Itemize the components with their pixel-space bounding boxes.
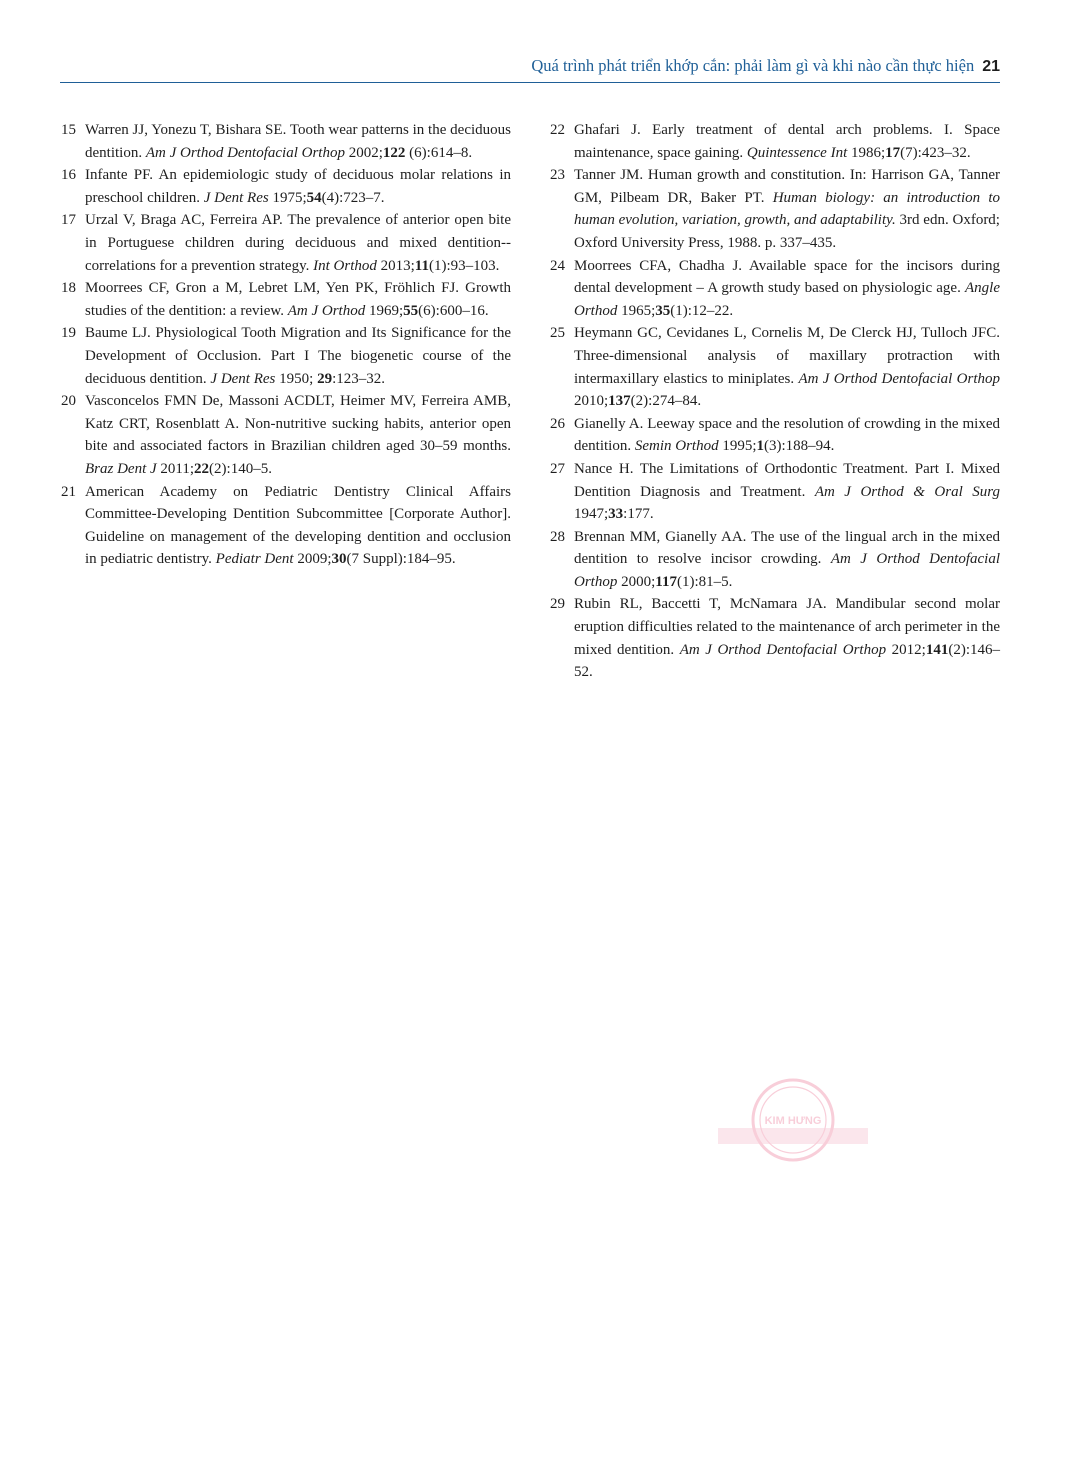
reference-text: 1986; [847,144,886,161]
header-rule [60,82,1000,83]
reference-text: 1947; [574,506,609,523]
reference-text: Urzal V, Braga AC, Ferreira AP. The prevalence of anterior open bite in Portuguese children during deciduous and mixed dentition--correlations for a prevention strategy. [85,212,511,274]
reference-text: 2009; [293,551,332,568]
reference-text: 1969; [365,302,404,319]
reference-number: 25 [550,325,565,342]
volume-number: 54 [306,189,322,206]
reference-text: 1995; [718,438,757,455]
reference-text: 2013; [376,257,415,274]
journal-title: Pediatr Dent [215,551,294,568]
reference-text: Vasconcelos FMN De, Massoni ACDLT, Heimer MV, Ferreira AMB, Katz CRT, Rosenblatt A. Non-nutritive sucking habits, anterior open bite and associated factors in Brazilian children aged 30–59 months. [85,393,511,455]
reference-text: (2):146–52. [574,641,1000,681]
reference-text: (3):188–94. [764,438,835,455]
journal-title: Am J Orthod Dentofacial Orthop [679,641,887,658]
reference-number: 17 [61,212,76,229]
journal-title: J Dent Res [203,189,269,206]
journal-title: Int Orthod [313,257,377,274]
volume-number: 35 [655,302,671,319]
reference-text: Gianelly A. Leeway space and the resolution of crowding in the mixed dentition. [574,415,1000,455]
reference-text: 2002; [344,144,383,161]
page-number: 21 [982,58,1000,75]
reference-text: Infante PF. An epidemiologic study of deciduous molar relations in preschool children. [85,167,511,206]
reference-text: :123–32. [332,370,385,387]
reference-text: Ghafari J. Early treatment of dental arch problems. I. Space maintenance, space gaining. [574,122,1000,161]
reference-text: Moorrees CF, Gron a M, Lebret LM, Yen PK, Fröhlich FJ. Growth studies of the dentition: a review. [85,280,511,319]
reference-number: 15 [61,122,76,138]
journal-title: Am J Orthod Dentofacial Orthop [145,144,345,161]
volume-number: 1 [756,438,764,455]
reference-text: (2):140–5. [209,460,272,477]
volume-number: 55 [403,302,419,319]
reference-18 [61,277,511,322]
reference-text: (6):614–8. [405,144,473,161]
reference-text: Nance H. The Limitations of Orthodontic Treatment. Part I. Mixed Dentition Diagnosis and Treatment. [574,460,1000,500]
reference-text: (1):81–5. [676,573,733,590]
reference-number: 23 [550,167,565,184]
volume-number: 141 [925,641,949,658]
volume-number: 11 [414,257,429,274]
reference-number: 18 [61,280,76,297]
reference-text: (2):274–84. [630,393,702,410]
watermark-ribbon [718,1128,868,1144]
journal-title: Am J Orthod [287,302,366,319]
watermark-text: KIM HƯNG [764,1115,822,1127]
reference-text: (1):12–22. [670,302,734,319]
journal-title: J Dent Res [210,370,276,387]
reference-text: 2011; [156,460,195,477]
journal-title: Am J Orthod & Oral Surg [814,483,1000,500]
reference-21 [61,481,511,571]
reference-29 [550,593,1000,683]
reference-number: 28 [550,528,565,545]
reference-17 [61,209,511,277]
references-left-column [61,119,511,571]
reference-text: Brennan MM, Gianelly AA. The use of the lingual arch in the mixed dentition to resolve incisor crowding. [574,528,1000,568]
reference-text: (7):423–32. [900,144,971,161]
reference-text: Warren JJ, Yonezu T, Bishara SE. Tooth wear patterns in the deciduous dentition. [85,122,511,161]
volume-number: 122 [382,144,406,161]
volume-number: 33 [608,506,624,523]
volume-number: 137 [608,393,631,410]
reference-text: (7 Suppl):184–95. [346,551,456,568]
reference-text: 1965; [617,302,656,319]
volume-number: 22 [194,460,210,477]
reference-15 [61,119,511,164]
running-title: Quá trình phát triển khớp cắn: phải làm gì và khi nào cần thực hiện [531,56,975,75]
reference-text: (4):723–7. [321,189,385,206]
reference-23 [550,164,1000,254]
reference-text: :177. [623,506,654,523]
reference-text: (1):93–103. [428,257,500,274]
reference-text: 3rd edn. Oxford; Oxford University Press, 1988. p. 337–435. [574,212,1000,251]
journal-title: Am J Orthod Dentofacial Orthop [798,370,1000,387]
journal-title: Angle Orthod [574,280,1000,319]
reference-number: 21 [61,483,76,500]
journal-title: Quintessence Int [746,144,848,161]
watermark-stamp [708,1070,878,1170]
reference-22 [550,119,1000,164]
reference-text: American Academy on Pediatric Dentistry Clinical Affairs Committee-Developing Dentition Subcommittee [Corporate Author]. Guideline on management of the developing dentition and occlusion in pediatric dentistry. [85,483,511,568]
journal-title: Semin Orthod [634,438,719,455]
reference-number: 16 [61,167,76,184]
reference-text: Rubin RL, Baccetti T, McNamara JA. Mandibular second molar eruption difficulties related to the maintenance of arch perimeter in the mixed dentition. [574,596,1000,658]
reference-27 [550,458,1000,526]
reference-number: 22 [550,122,565,138]
volume-number: 17 [885,144,901,161]
reference-text: Heymann GC, Cevidanes L, Cornelis M, De Clerck HJ, Tulloch JFC. Three-dimensional analysis of maxillary protraction with intermaxillary elastics to miniplates. [574,325,1000,387]
reference-number: 24 [550,257,565,274]
reference-number: 19 [61,325,76,342]
references-right-column [550,119,1000,684]
running-header [60,56,1000,82]
reference-26 [550,413,1000,458]
reference-text: (6):600–16. [418,302,489,319]
reference-text: 2010; [574,393,609,410]
volume-number: 30 [331,551,347,568]
volume-number: 117 [655,573,677,590]
reference-number: 26 [550,415,565,432]
journal-title: Am J Orthod Dentofacial Orthop [574,551,1001,590]
reference-text: Moorrees CFA, Chadha J. Available space for the incisors during dental development – A growth study based on physiologic age. [574,257,1000,297]
reference-text: 1950; [275,370,318,387]
reference-25 [550,322,1000,412]
volume-number: 29 [317,370,333,387]
reference-16 [61,164,511,209]
reference-28 [550,526,1000,594]
reference-text: 2000; [617,573,656,590]
reference-text: Baume LJ. Physiological Tooth Migration and Its Significance for the Development of Occlusion. Part I The biogenetic course of the deciduous dentition. [85,325,511,387]
journal-title: Human biology: an introduction to human evolution, variation, growth, and adaptability. [574,189,1000,229]
journal-title: Braz Dent J [85,460,157,477]
reference-20 [61,390,511,480]
reference-24 [550,255,1000,323]
reference-19 [61,322,511,390]
reference-number: 27 [550,460,565,477]
reference-number: 29 [550,596,565,613]
reference-text: 1975; [268,189,307,206]
reference-text: 2012; [886,641,926,658]
reference-number: 20 [61,393,76,410]
reference-text: Tanner JM. Human growth and constitution. In: Harrison GA, Tanner GM, Pilbeam DR, Baker PT. [574,167,1000,206]
